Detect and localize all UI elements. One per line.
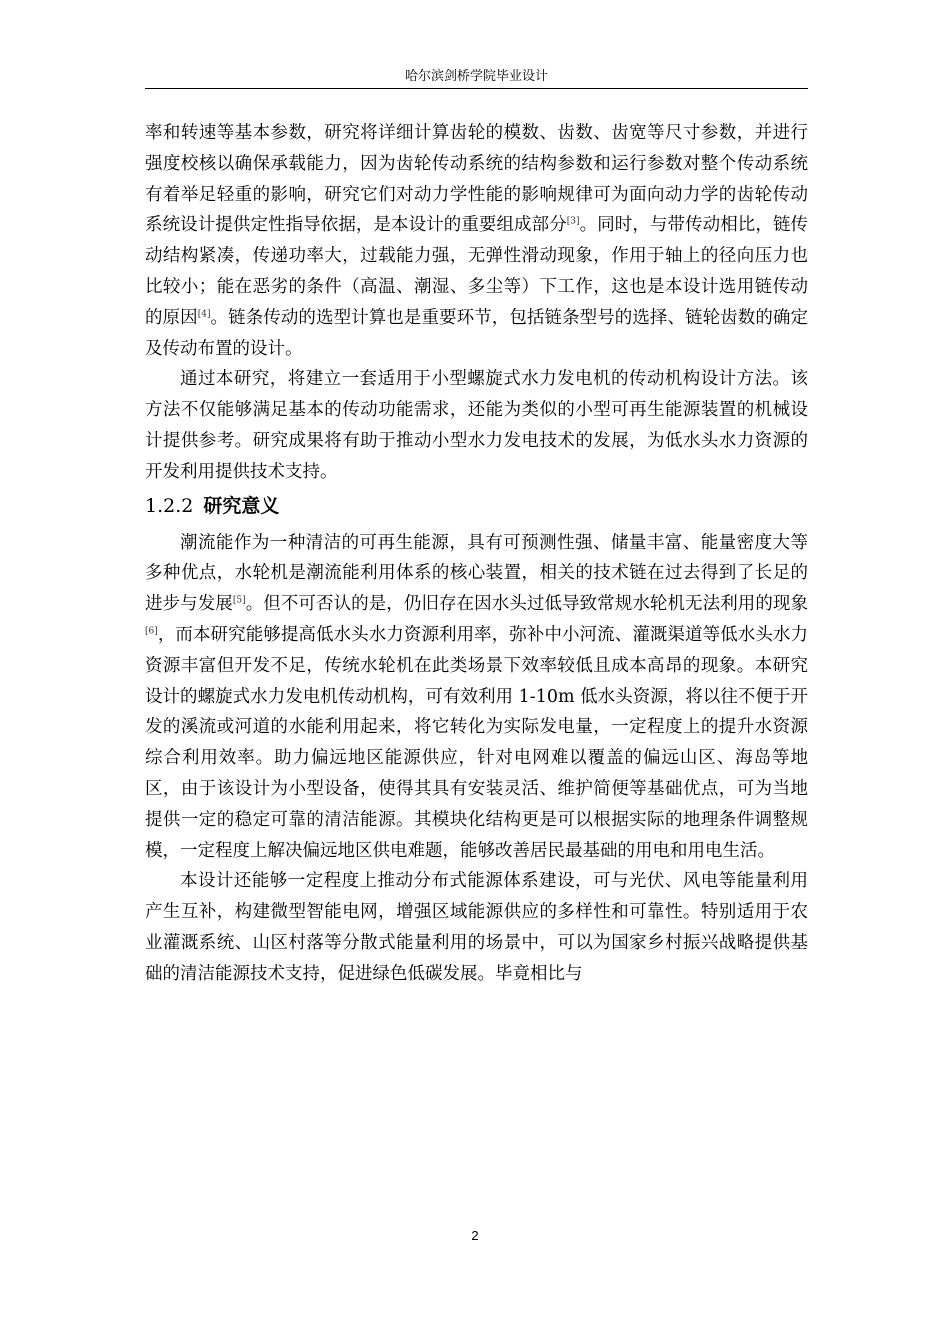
page-number: 2: [471, 1228, 479, 1243]
section-number: 1.2.2: [145, 494, 194, 517]
paragraph-text: 率和转速等基本参数，研究将详细计算齿轮的模数、齿数、齿宽等尺寸参数，并进行强度校核以确保承载能力，因为齿轮传动系统的结构参数和运行参数对整个传动系统有着举足轻重的影响，研究它们对动力学性能的影响规律可为面向动力学的齿轮传动系统设计提供定性指导依据，是本设计的重要组成部分: [145, 123, 808, 236]
citation-marker: [4]: [197, 309, 211, 320]
section-title: 研究意义: [203, 494, 280, 517]
page-header: 哈尔滨剑桥学院毕业设计: [145, 66, 808, 89]
document-body: [145, 118, 808, 990]
paragraph-text: 。链条传动的选型计算也是重要环节，包括链条型号的选择、链轮齿数的确定及传动布置的设计。: [145, 307, 809, 359]
paragraph-text: 。但不可否认的是，仍旧存在因水头过低导致常规水轮机无法利用的现象: [245, 594, 809, 615]
citation-marker: [6]: [145, 626, 158, 637]
paragraph: 本设计还能够一定程度上推动分布式能源体系建设，可与光伏、风电等能量利用产生互补，构建微型智能电网，增强区域能源供应的多样性和可靠性。特别适用于农业灌溉系统、山区村落等分散式能量利用的场景中，可以为国家乡村振兴战略提供基础的清洁能源技术支持，促进绿色低碳发展。毕竟相比与: [145, 871, 808, 984]
paragraph: 通过本研究，将建立一套适用于小型螺旋式水力发电机的传动机构设计方法。该方法不仅能够满足基本的传动功能需求，还能为类似的小型可再生能源装置的机械设计提供参考。研究成果将有助于推动小型水力发电技术的发展，为低水头水力资源的开发利用提供技术支持。: [145, 369, 808, 482]
citation-marker: [5]: [232, 595, 246, 606]
paragraph-continued: [145, 118, 808, 364]
paragraph: [145, 528, 808, 867]
section-heading: [145, 491, 808, 521]
paragraph-text: 潮流能作为一种清洁的可再生能源，具有可预测性强、储量丰富、能量密度大等多种优点，水轮机是潮流能利用体系的核心装置，相关的技术链在过去得到了长足的进步与发展: [145, 532, 808, 615]
paragraph-text: ，而本研究能够提高低水头水力资源利用率，弥补中小河流、灌溉渠道等低水头水力资源丰富但开发不足，传统水轮机在此类场景下效率较低且成本高昂的现象。本研究设计的螺旋式水力发电机传动机构，可有效利用 1-10m 低水头资源，将以往不便于开发的溪流或河道的水能利用起来，将它转化为实际发电量，一定程度上的提升水资源综合利用效率。助力偏远地区能源供应，针对电网难以覆盖的偏远山区、海岛等地区，由于该设计为小型设备，使得其具有安装灵活、维护简便等基础优点，可为当地提供一定的稳定可靠的清洁能源。其模块化结构更是可以根据实际的地理条件调整规模，一定程度上解决偏远地区供电难题，能够改善居民最基础的用电和用电生活。: [145, 624, 808, 861]
paragraph-text: 。同时，与带传动相比，链传动结构紧凑，传递功率大，过载能力强，无弹性滑动现象，作用于轴上的径向压力也比较小；能在恶劣的条件（高温、潮湿、多尘等）下工作，这也是本设计选用链传动的原因: [145, 215, 809, 328]
citation-marker: [3]: [566, 216, 580, 227]
